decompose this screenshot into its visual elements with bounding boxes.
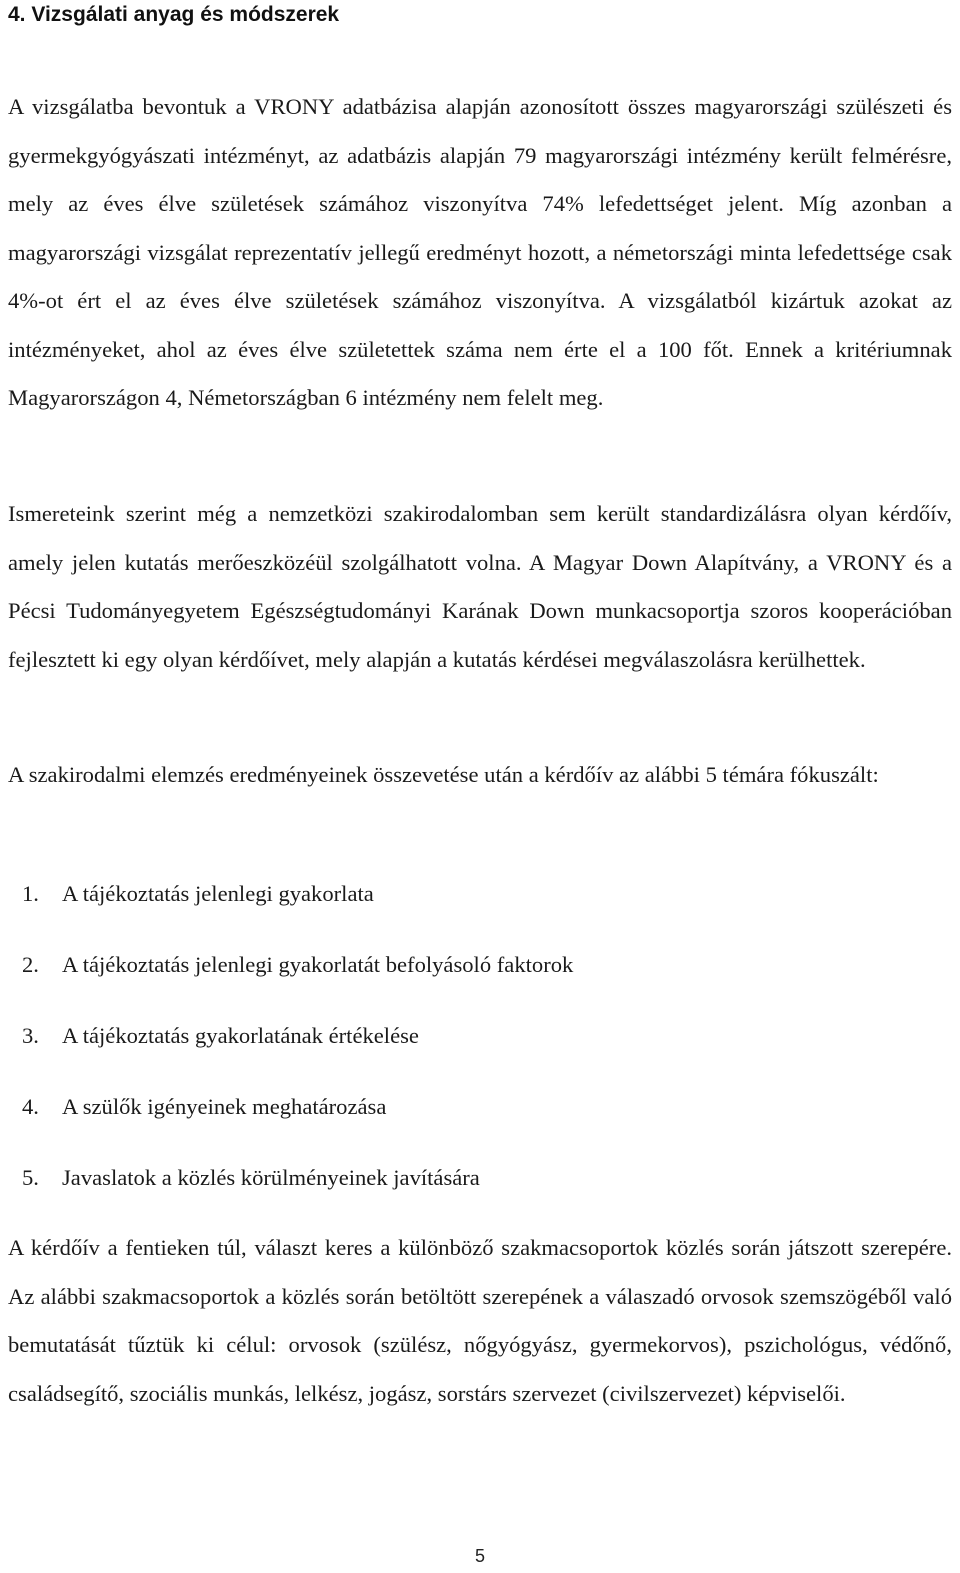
paragraph-questionnaire: Ismereteink szerint még a nemzetközi szakirodalomban sem került standardizálásra olyan kérdőív, amely jelen kutatás merőeszközéül szolgálhatott volna. A Magyar Down Alapítvány, a VRONY és a Pécsi Tudományegyetem Egészségtudományi Karának Down munkacsoportja szoros kooperációban fejlesztett ki egy olyan kérdőívet, mely alapján a kutatás kérdései megválaszolásra kerülhettek. (8, 501, 952, 672)
list-item (8, 1021, 952, 1092)
topic-list (8, 879, 952, 1234)
list-item-number: 3. (22, 1023, 39, 1048)
list-item-number: 5. (22, 1165, 39, 1190)
list-item-text: A tájékoztatás jelenlegi gyakorlata (62, 881, 374, 906)
list-item-text: A szülők igényeinek meghatározása (62, 1094, 387, 1119)
list-item-number: 2. (22, 952, 39, 977)
list-item-text: Javaslatok a közlés körülményeinek javítására (62, 1165, 480, 1190)
page-number: 5 (474, 1546, 485, 1566)
paragraph-topics-intro: A szakirodalmi elemzés eredményeinek összevetése után a kérdőív az alábbi 5 témára fókuszált: (8, 762, 879, 787)
list-item (8, 1092, 952, 1163)
list-item-text: A tájékoztatás jelenlegi gyakorlatát befolyásoló faktorok (62, 952, 574, 977)
list-item-number: 1. (22, 881, 39, 906)
list-item-text: A tájékoztatás gyakorlatának értékelése (62, 1023, 419, 1048)
list-item (8, 950, 952, 1021)
paragraph-professional-groups: A kérdőív a fentieken túl, választ keres a különböző szakmacsoportok közlés során játszott szerepére. Az alábbi szakmacsoportok a közlés során betöltött szerepének a válaszadó orvosok szemszögéből való bemutatását tűztük ki célul: orvosok (szülész, nőgyógyász, gyermekorvos), pszichológus, védőnő, családsegítő, szociális munkás, lelkész, jogász, sorstárs szervezet (civilszervezet) képviselői. (8, 1235, 952, 1406)
section-heading: 4. Vizsgálati anyag és módszerek (8, 3, 340, 26)
paragraph-study-scope: A vizsgálatba bevontuk a VRONY adatbázisa alapján azonosított összes magyarországi szülészeti és gyermekgyógyászati intézményt, az adatbázis alapján 79 magyarországi intézmény került felmérésre, mely az éves élve születések számához viszonyítva 74% lefedettséget jelent. Míg azonban a magyarországi vizsgálat reprezentatív jellegű eredményt hozott, a németországi minta lefedettsége csak 4%-ot ért el az éves élve születések számához viszonyítva. A vizsgálatból kizártuk azokat az intézményeket, ahol az éves élve születettek száma nem érte el a 100 főt. Ennek a kritériumnak Magyarországon 4, Németországban 6 intézmény nem felelt meg. (8, 94, 952, 410)
list-item (8, 879, 952, 950)
list-item-number: 4. (22, 1094, 39, 1119)
